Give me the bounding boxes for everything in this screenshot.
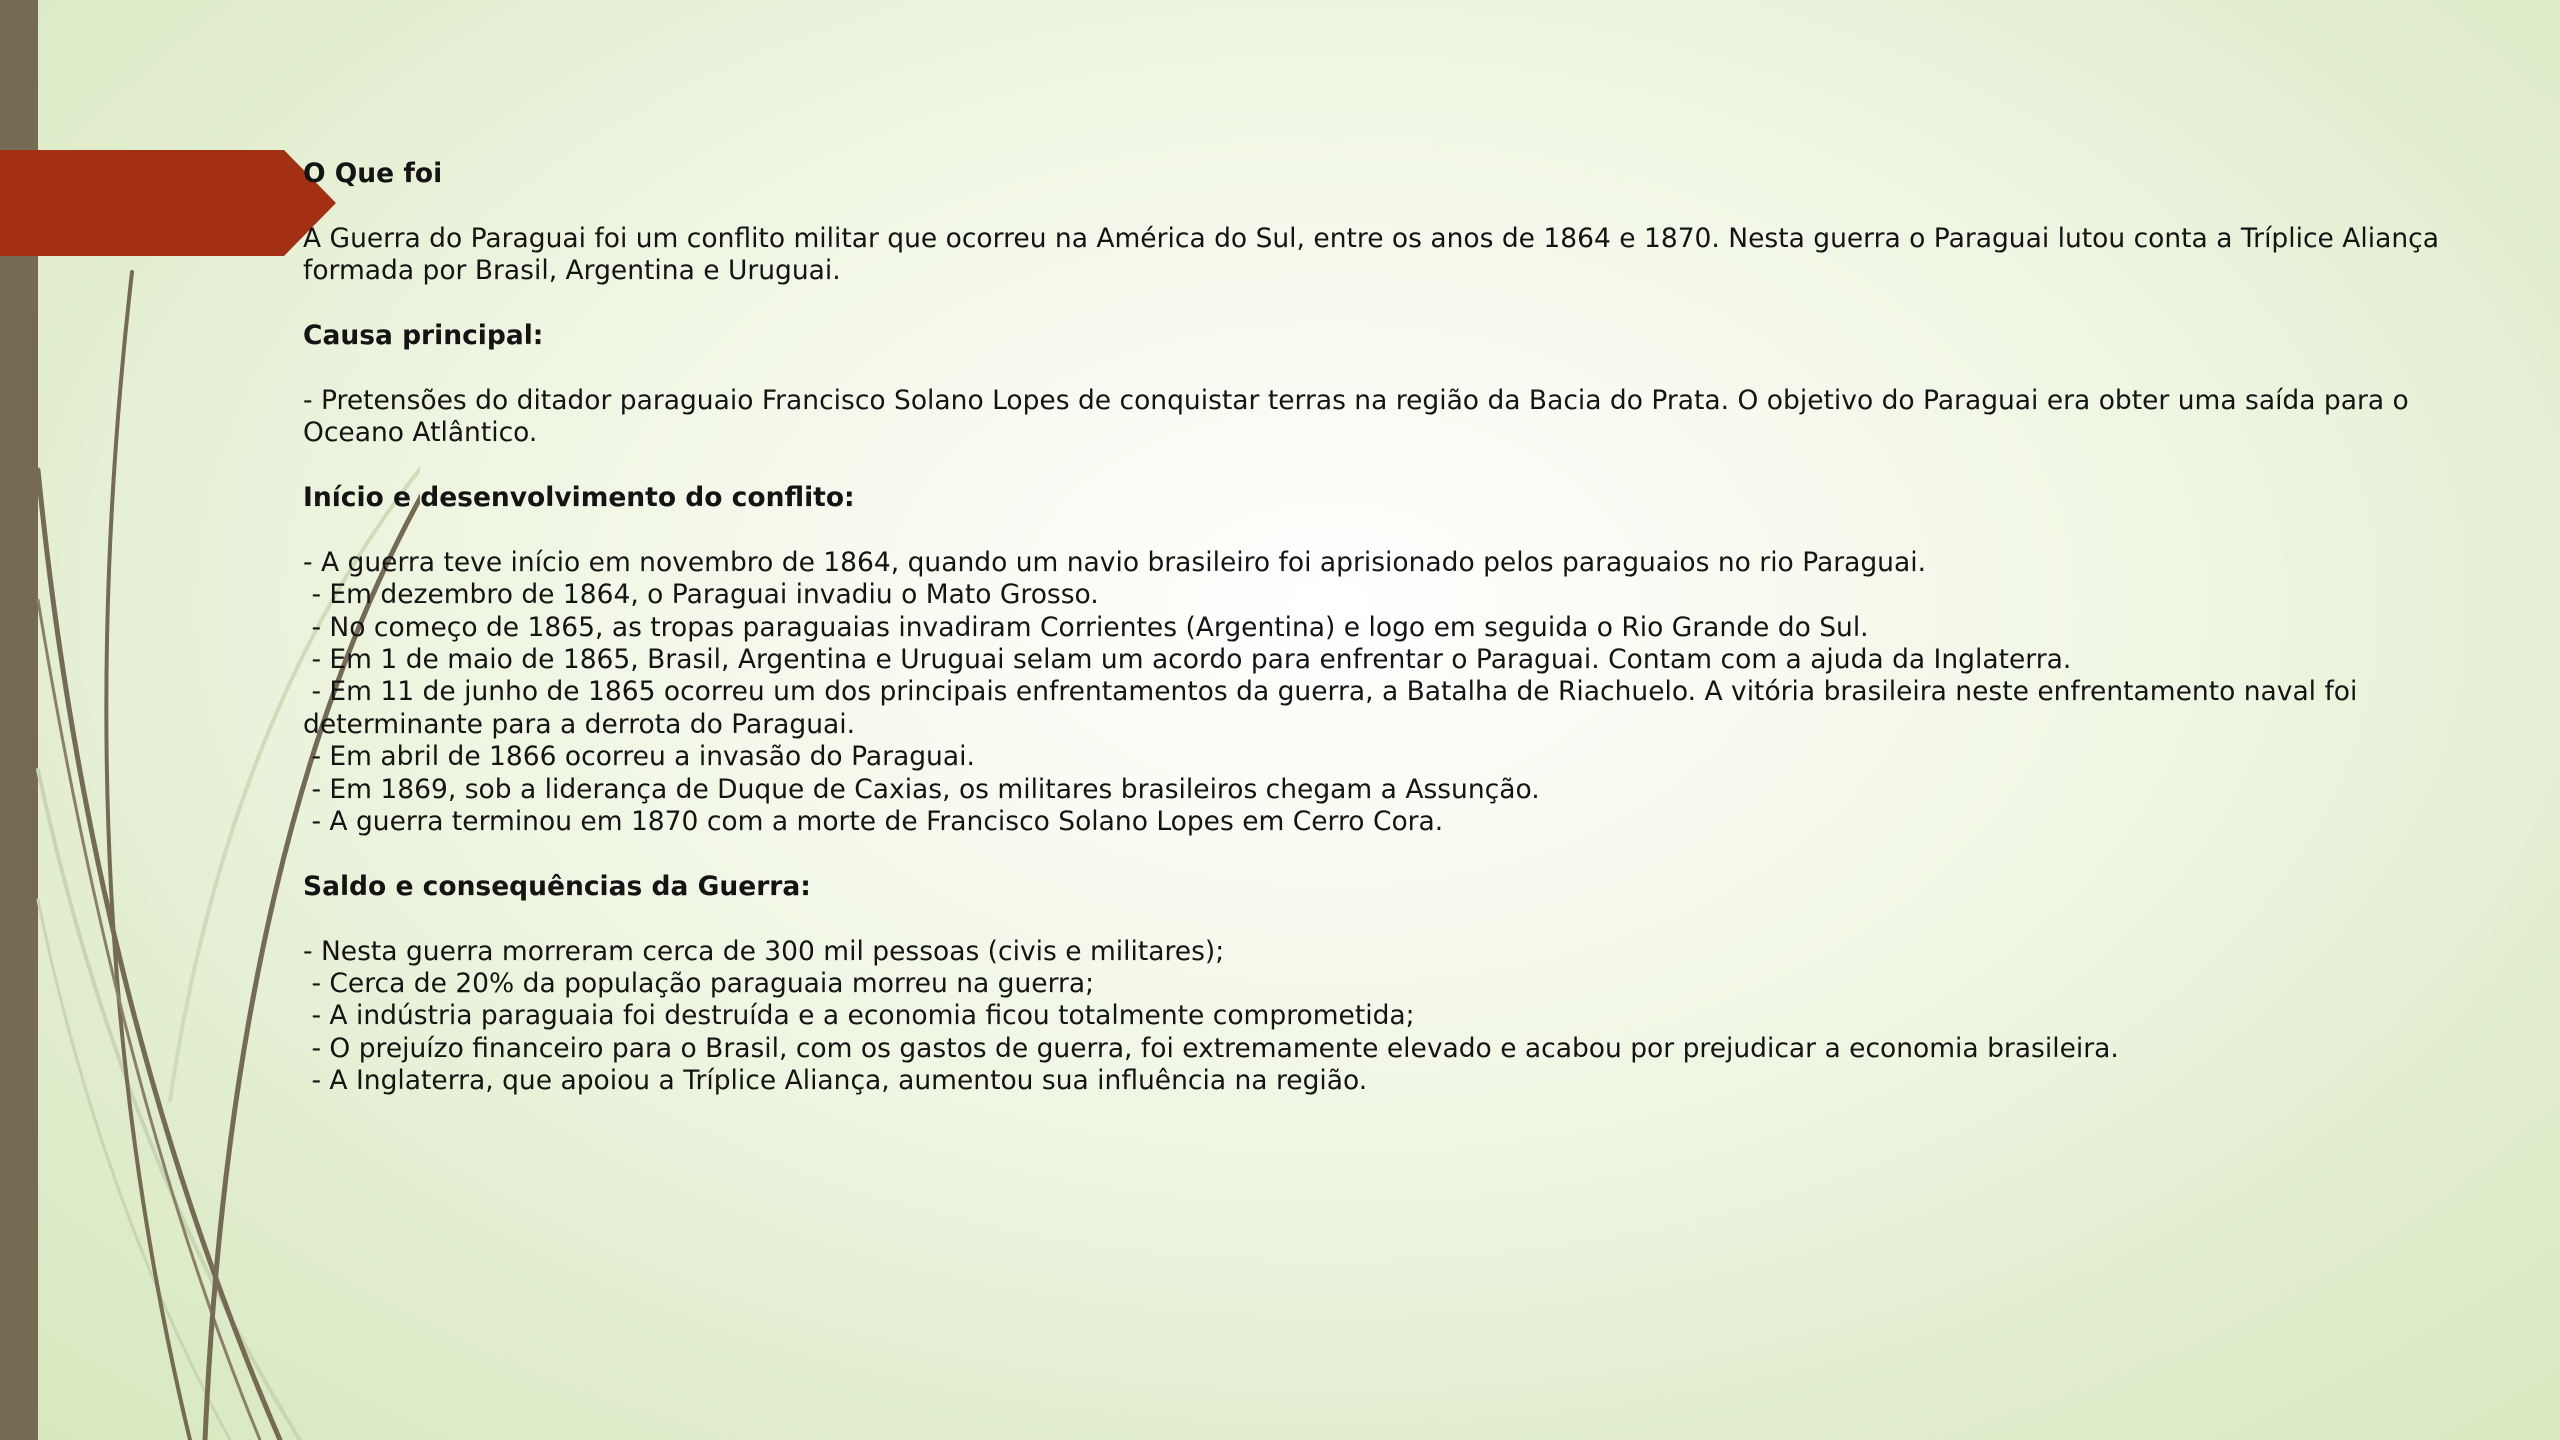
paragraph-line: - Pretensões do ditador paraguaio Francisco Solano Lopes de conquistar terras na região da Bacia do Prata. O objetivo do Paraguai era obter uma saída para o <box>303 384 2409 416</box>
title-flag-marker <box>0 150 336 256</box>
list-item: - O prejuízo financeiro para o Brasil, com os gastos de guerra, foi extremamente elevado e acabou por prejudicar a economia brasileira. <box>303 1032 2119 1064</box>
list-item: - No começo de 1865, as tropas paraguaias invadiram Corrientes (Argentina) e logo em seguida o Rio Grande do Sul. <box>303 611 1869 643</box>
heading-consequences: Saldo e consequências da Guerra: <box>303 870 811 902</box>
paragraph-line: Oceano Atlântico. <box>303 417 538 449</box>
list-item: determinante para a derrota do Paraguai. <box>303 708 856 740</box>
list-item: - Em 1 de maio de 1865, Brasil, Argentina e Uruguai selam um acordo para enfrentar o Paraguai. Contam com a ajuda da Inglaterra. <box>303 644 2072 676</box>
list-item: - Em 1869, sob a liderança de Duque de Caxias, os militares brasileiros chegam a Assunção. <box>303 773 1540 805</box>
list-item: - Em abril de 1866 ocorreu a invasão do Paraguai. <box>303 741 975 773</box>
slide-content <box>303 158 2503 1098</box>
list-item: - Em dezembro de 1864, o Paraguai invadiu o Mato Grosso. <box>303 579 1099 611</box>
list-item: - Nesta guerra morreram cerca de 300 mil pessoas (civis e militares); <box>303 935 1225 967</box>
light-curve-2 <box>38 900 230 1440</box>
heading-conflict-start: Início e desenvolvimento do conflito: <box>303 482 855 513</box>
list-item: - Cerca de 20% da população paraguaia morreu na guerra; <box>303 968 1095 1000</box>
heading-what-was: O Que foi <box>303 158 443 189</box>
list-item: - A Inglaterra, que apoiou a Tríplice Aliança, aumentou sua influência na região. <box>303 1065 1368 1097</box>
list-item: - A guerra teve início em novembro de 1864, quando um navio brasileiro foi aprisionado pelos paraguaios no rio Paraguai. <box>303 546 1926 578</box>
heading-main-cause: Causa principal: <box>303 320 544 351</box>
list-item: - A indústria paraguaia foi destruída e a economia ficou totalmente comprometida; <box>303 1000 1415 1032</box>
paragraph-line: formada por Brasil, Argentina e Uruguai. <box>303 255 841 287</box>
paragraph-line: A Guerra do Paraguai foi um conflito militar que ocorreu na América do Sul, entre os anos de 1864 e 1870. Nesta guerra o Paraguai lutou conta a Tríplice Aliança <box>303 222 2439 254</box>
list-item: - A guerra terminou em 1870 com a morte de Francisco Solano Lopes em Cerro Cora. <box>303 806 1444 838</box>
list-item: - Em 11 de junho de 1865 ocorreu um dos principais enfrentamentos da guerra, a Batalha de Riachuelo. A vitória brasileira neste enfrentamento naval foi <box>303 676 2358 708</box>
